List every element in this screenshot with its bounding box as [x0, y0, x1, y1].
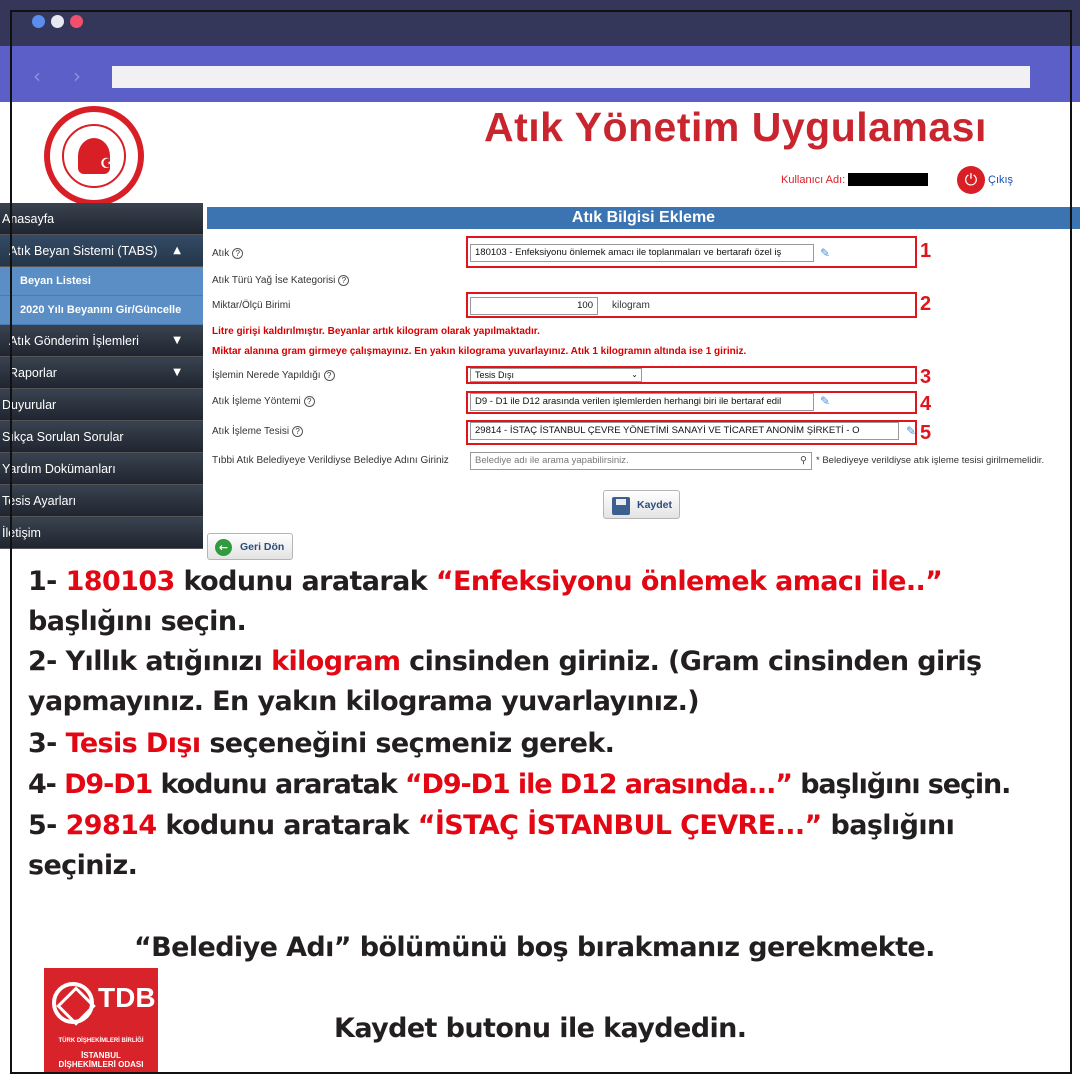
back-arrow-icon[interactable]: ‹ [33, 64, 41, 88]
sidebar-subitem-declaration-entry[interactable]: 2020 Yılı Beyanını Gir/Güncelle [0, 296, 203, 325]
marker-1: 1 [920, 240, 932, 262]
method-label [212, 396, 315, 407]
back-button-label: Geri Dön [240, 541, 285, 553]
tdb-name: TDB [98, 982, 156, 1013]
instruction-highlight: Tesis Dışı [65, 728, 201, 759]
instruction-5-cont: seçiniz. [28, 850, 138, 881]
sidebar-item-home[interactable]: Anasayfa [0, 203, 203, 235]
warning-liter: Litre girişi kaldırılmıştır. Beyanlar artık kilogram olarak yapılmaktadır. [212, 326, 540, 337]
sidebar-item-help-docs[interactable]: Yardım Dokümanları [0, 453, 203, 485]
form-title: Atık Bilgisi Ekleme [207, 207, 1080, 229]
marker-2: 2 [920, 293, 932, 315]
username-redacted [848, 173, 928, 186]
power-icon[interactable]: ⏻ [957, 166, 985, 194]
instruction-text: kodunu araratak [152, 769, 405, 800]
oil-category-label-text: Atık Türü Yağ İse Kategorisi [212, 275, 336, 287]
back-arrow-icon: ← [215, 539, 232, 556]
help-icon[interactable]: ? [338, 275, 349, 286]
amount-input[interactable]: 100 [470, 297, 598, 315]
instruction-text: 1- [28, 566, 66, 597]
instruction-highlight: 180103 [65, 566, 175, 597]
caret-down-icon: ▼ [173, 367, 181, 378]
marker-3: 3 [920, 366, 932, 388]
search-icon: ⚲ [800, 455, 807, 466]
facility-label-text: Atık İşleme Tesisi [212, 426, 290, 438]
instruction-text: başlığını seçin. [791, 769, 1011, 800]
municipality-note: * Belediyeye verildiyse atık işleme tesisi girilmemelidir. [816, 455, 1045, 466]
waste-label-text: Atık [212, 248, 230, 260]
ministry-logo [44, 106, 144, 206]
sidebar-item-contact[interactable]: İletişim [0, 517, 203, 549]
sidebar-subitem-declaration-list[interactable]: Beyan Listesi [0, 267, 203, 296]
instruction-highlight: “İSTAÇ İSTANBUL ÇEVRE...” [417, 810, 822, 841]
sidebar-item-facility-settings[interactable]: Tesis Ayarları [0, 485, 203, 517]
forward-arrow-icon[interactable]: › [73, 64, 81, 88]
tdb-union-name: TÜRK DİŞHEKİMLERİ BİRLİĞİ [58, 1038, 144, 1044]
sidebar-item-announcements[interactable]: Duyurular [0, 389, 203, 421]
location-label-text: İşlemin Nerede Yapıldığı [212, 370, 321, 382]
sidebar-item-shipments[interactable] [0, 325, 203, 357]
instruction-text: 3- [28, 728, 66, 759]
amount-label: Miktar/Ölçü Birimi [212, 300, 291, 311]
waste-label [212, 248, 243, 259]
logo-emblem [78, 138, 113, 174]
sidebar-item-label: Raporlar [9, 366, 57, 380]
logo-inner-ring [62, 124, 126, 188]
caret-down-icon: ▼ [173, 335, 181, 346]
sidebar-item-label: Atık Beyan Sistemi (TABS) [9, 244, 158, 258]
location-label [212, 370, 335, 381]
sidebar-item-faq[interactable]: Sıkça Sorulan Sorular [0, 421, 203, 453]
facility-label [212, 426, 303, 437]
browser-title-bar [0, 0, 1080, 46]
tdb-city: İSTANBUL [81, 1051, 121, 1060]
municipality-label: Tıbbi Atık Belediyeye Verildiyse Belediye Adını Giriniz [212, 455, 449, 466]
sidebar-item-tabs[interactable] [0, 235, 203, 267]
municipality-placeholder: Belediye adı ile arama yapabilirsiniz. [475, 455, 629, 466]
floppy-disk-icon [612, 497, 630, 515]
crescent-star-icon: ☪ [100, 156, 113, 172]
instruction-text: 4- [28, 769, 65, 800]
edit-pencil-icon[interactable]: ✎ [820, 394, 831, 408]
waste-input[interactable]: 180103 - Enfeksiyonu önlemek amacı ile toplanmaları ve bertarafı özel iş [470, 244, 814, 262]
municipality-search-input[interactable] [470, 452, 812, 470]
facility-input[interactable]: 29814 - İSTAÇ İSTANBUL ÇEVRE YÖNETİMİ SANAYİ VE TİCARET ANONİM ŞİRKETİ - O [470, 422, 899, 440]
highlight-box-1 [466, 236, 917, 268]
app-title: Atık Yönetim Uygulaması [484, 104, 987, 150]
location-select-value: Tesis Dışı [475, 370, 515, 380]
help-icon[interactable]: ? [324, 370, 335, 381]
marker-4: 4 [920, 393, 932, 415]
browser-nav-bar [0, 46, 1080, 102]
highlight-box-5 [466, 420, 917, 445]
instruction-4 [28, 769, 1010, 800]
tdb-chamber-name [44, 1051, 158, 1069]
instruction-text: seçeneğini seçmeniz gerek. [200, 728, 615, 759]
note-municipality: “Belediye Adı” bölümünü boş bırakmanız gerekmekte. [134, 932, 935, 963]
sidebar-item-reports[interactable] [0, 357, 203, 389]
highlight-box-3 [466, 366, 917, 384]
logout-link[interactable]: Çıkış [988, 174, 1014, 186]
help-icon[interactable]: ? [292, 426, 303, 437]
instruction-5 [28, 810, 954, 841]
instruction-highlight: D9-D1 [64, 769, 153, 800]
caret-up-icon: ▲ [173, 245, 181, 256]
instruction-highlight: 29814 [65, 810, 157, 841]
instruction-text: 2- Yıllık atığınızı [28, 646, 272, 677]
highlight-box-2 [466, 292, 917, 318]
window-dot-blue[interactable] [32, 15, 45, 28]
method-input[interactable]: D9 - D1 ile D12 arasında verilen işlemlerden herhangi biri ile bertaraf edil [470, 393, 814, 411]
instruction-highlight: “Enfeksiyonu önlemek amacı ile..” [435, 566, 943, 597]
instruction-text: kodunu aratarak [174, 566, 436, 597]
instruction-text: cinsinden giriniz. (Gram cinsinden giriş [400, 646, 982, 677]
sidebar [0, 203, 203, 549]
edit-pencil-icon[interactable]: ✎ [906, 424, 917, 438]
tdb-chamber: DİŞHEKİMLERİ ODASI [58, 1060, 144, 1069]
highlight-box-4 [466, 391, 917, 414]
help-icon[interactable]: ? [232, 248, 243, 259]
instruction-2 [28, 646, 982, 677]
oil-category-label [212, 275, 349, 286]
instruction-1-cont: başlığını seçin. [28, 606, 247, 637]
instruction-2-cont: yapmayınız. En yakın kilograma yuvarlayınız.) [28, 686, 699, 717]
instruction-text: başlığını [821, 810, 955, 841]
chevron-down-icon: ⌄ [631, 370, 638, 379]
marker-5: 5 [920, 422, 932, 444]
instruction-3 [28, 728, 614, 759]
window-dot-red[interactable] [70, 15, 83, 28]
save-button-label: Kaydet [637, 499, 673, 511]
back-button[interactable] [207, 533, 293, 560]
tdb-logo [44, 968, 158, 1073]
username-label: Kullanıcı Adı: [781, 174, 846, 186]
sidebar-item-label: Atık Gönderim İşlemleri [9, 334, 139, 348]
instruction-1 [28, 566, 942, 597]
edit-pencil-icon[interactable]: ✎ [820, 246, 831, 260]
address-bar[interactable] [112, 66, 1030, 88]
window-controls [32, 15, 83, 28]
instruction-highlight: kilogram [271, 646, 401, 677]
instruction-highlight: “D9-D1 ile D12 arasında...” [404, 769, 792, 800]
warning-gram: Miktar alanına gram girmeye çalışmayınız. En yakın kilograma yuvarlayınız. Atık 1 kilogramın altında ise 1 giriniz. [212, 346, 747, 357]
save-button[interactable] [603, 490, 680, 519]
unit-label: kilogram [612, 300, 650, 311]
help-icon[interactable]: ? [304, 396, 315, 407]
instruction-text: kodunu aratarak [156, 810, 418, 841]
window-dot-white[interactable] [51, 15, 64, 28]
tdb-emblem-icon [52, 982, 94, 1024]
method-label-text: Atık İşleme Yöntemi [212, 396, 301, 408]
note-save: Kaydet butonu ile kaydedin. [334, 1013, 747, 1044]
instruction-text: 5- [28, 810, 66, 841]
